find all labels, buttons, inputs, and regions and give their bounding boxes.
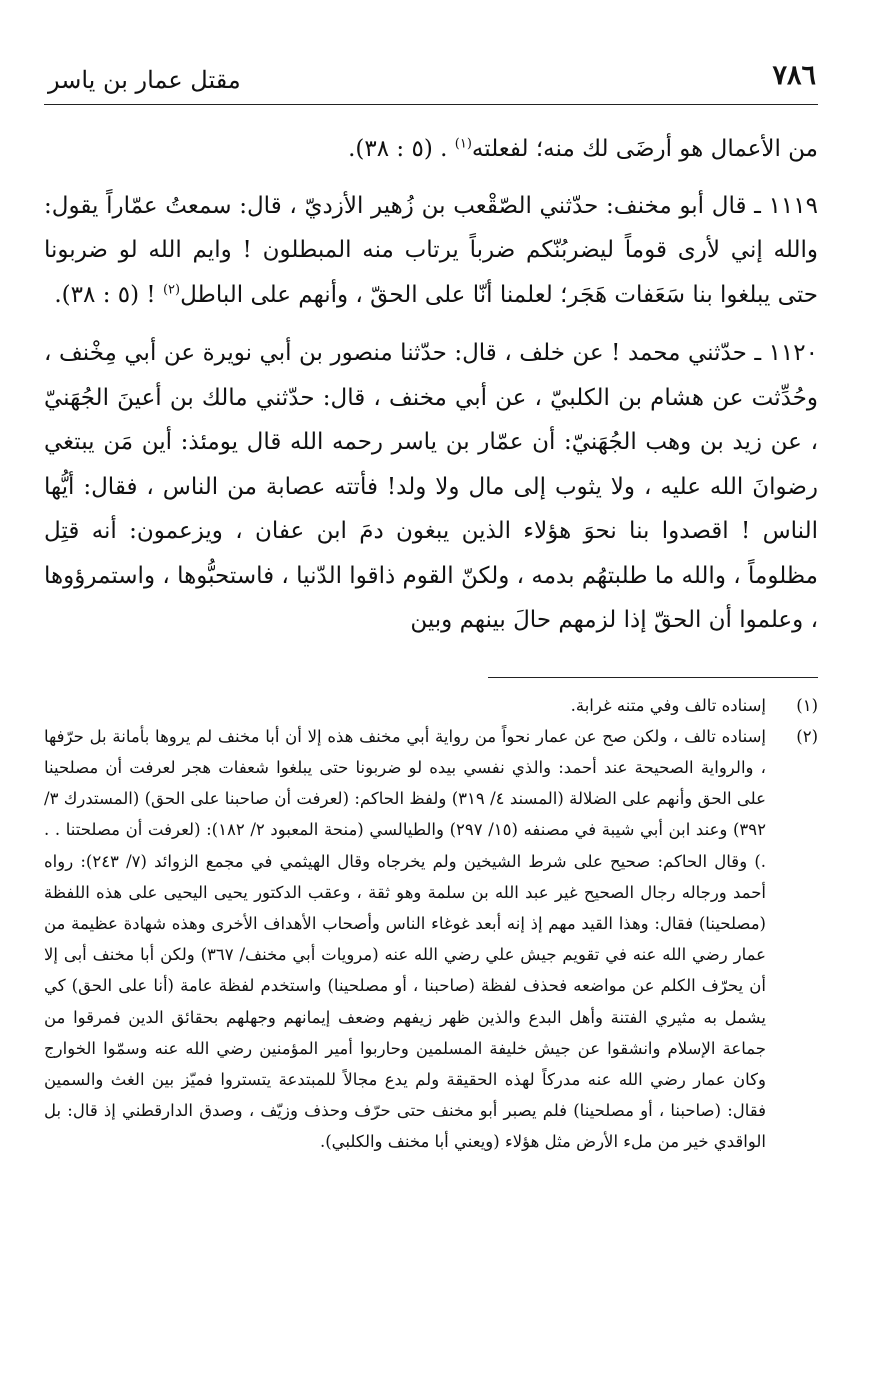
page-header bbox=[44, 60, 818, 105]
page-number: ٧٨٦ bbox=[772, 60, 816, 91]
continuation-source: . (٥ : ٣٨). bbox=[348, 136, 448, 162]
footnote-text: إسناده تالف ، ولكن صح عن عمار نحواً من رواية أبي مخنف هذه إلا أن أبا مخنف لم يروها بأمانة بل حرّفها ، والرواية الصحيحة عند أحمد: والذي نفسي بيده لو ضربونا حتى يبلغوا شعفات هجر لعرفت أن مصلحينا على الحق وأنهم على الضلالة (المسند ٤/ ٣١٩) ولفظ الحاكم: (لعرفت أن صاحبنا على الحق) (المستدرك ٣/ ٣٩٢) وعند ابن أبي شيبة في مصنفه (١٥/ ٢٩٧) والطيالسي (منحة المعبود ٢/ ١٨٢): (لعرفت أن مصلحتنا . . .) وقال الحاكم: صحيح على شرط الشيخين ولم يخرجاه وقال الهيثمي في مجمع الزوائد (٧/ ٢٤٣): رواه أحمد ورجاله رجال الصحيح غير عبد الله بن سلمة وهو ثقة ، وعقب الدكتور يحيى اليحيى على هذه اللفظة (مصلحينا) فقال: وهذا القيد مهم إذ إنه أبعد غوغاء الناس وأصحاب الأهداف الأخرى وهذه شهادة عظيمة من عمار رضي الله عنه في تقويم جيش علي رضي الله عنه (مرويات أبي مخنف/ ٣٦٧) ولكن أبا مخنف أبى إلا أن يحرّف الكلم عن مواضعه فحذف لفظة (صاحبنا ، أو مصلحينا) واستخدم لفظة عامة (أنا على الحق) كي يشمل به مثيري الفتنة وأهل البدع والذين ظهر زيفهم وضعف إيمانهم وجهلهم بحقائق الدين فمرقوا من جماعة الإسلام وانشقوا عن جيش خليفة المسلمين وحاربوا أمير المؤمنين رضي الله عنه وسمّوا الخوارج وكان عمار رضي الله عنه مدركاً لهذه الحقيقة ولم يدع مجالاً للمبتدعة يتستروا فميّز بين الغث والسمين فقال: (صاحبنا ، أو مصلحينا) فلم يصبر أبو مخنف حتى حرّف وحذف وزيّف ، وصدق الدارقطني إذ قال: بل الواقدي خير من ملء الأرض مثل هؤلاء (ويعني أبا مخنف والكلبي). bbox=[44, 726, 767, 1152]
footnote-1 bbox=[44, 690, 818, 721]
main-text bbox=[44, 127, 818, 643]
footnotes bbox=[44, 690, 818, 1158]
narration-1119-source: ! (٥ : ٣٨). bbox=[54, 281, 156, 308]
footnote-number: (٢) bbox=[796, 726, 818, 746]
footnote-ref-2[interactable]: (٢) bbox=[162, 281, 181, 297]
footnote-ref-1[interactable]: (١) bbox=[454, 136, 472, 152]
narration-1119-text: ١١١٩ ـ قال أبو مخنف: حدّثني الصّقْعب بن زُهير الأزديّ ، قال: سمعتُ عمّاراً يقول: والله إني لأرى قوماً ليضربُنّكم ضرباً يرتاب منه المبطلون ! وايم الله لو ضربونا حتى يبلغوا بنا سَعَفات هَجَر؛ لعلمنا أنّا على الحقّ ، وأنهم على الباطل bbox=[44, 192, 818, 308]
running-title: مقتل عمار بن ياسر bbox=[48, 66, 241, 94]
footnote-number: (١) bbox=[796, 695, 818, 715]
narration-1120: ١١٢٠ ـ حدّثني محمد ! عن خلف ، قال: حدّثنا منصور بن أبي نويرة عن أبي مِخْنف ، وحُدِّثت عن هشام بن الكلبيّ ، عن أبي مخنف ، قال: حدّثني مالك بن أعينَ الجُهَنيّ ، عن زيد بن وهب الجُهَنيّ: أن عمّار بن ياسر رحمه الله قال يومئذ: أين مَن يبتغي رضوانَ الله عليه ، ولا يثوب إلى مال ولا ولد! فأتته عصابة من الناس ، فقال: أيُّها الناس ! اقصدوا بنا نحوَ هؤلاء الذين يبغون دمَ ابن عفان ، ويزعمون: أنه قتِل مظلوماً ، والله ما طلبتهُم بدمه ، ولكنّ القوم ذاقوا الدّنيا ، فاستحبُّوها ، واستمرؤوها ، وعلموا أن الحقّ إذا لزمهم حالَ بينهم وبين bbox=[44, 340, 818, 633]
continuation-text: من الأعمال هو أرضَى لك منه؛ لفعلته bbox=[471, 136, 818, 162]
continuation-paragraph bbox=[44, 127, 818, 172]
footnote-text: إسناده تالف وفي متنه غرابة. bbox=[570, 695, 766, 715]
footnote-divider bbox=[488, 677, 818, 678]
narration-1119 bbox=[44, 184, 818, 318]
footnote-2 bbox=[44, 721, 818, 1158]
page bbox=[44, 60, 818, 1370]
